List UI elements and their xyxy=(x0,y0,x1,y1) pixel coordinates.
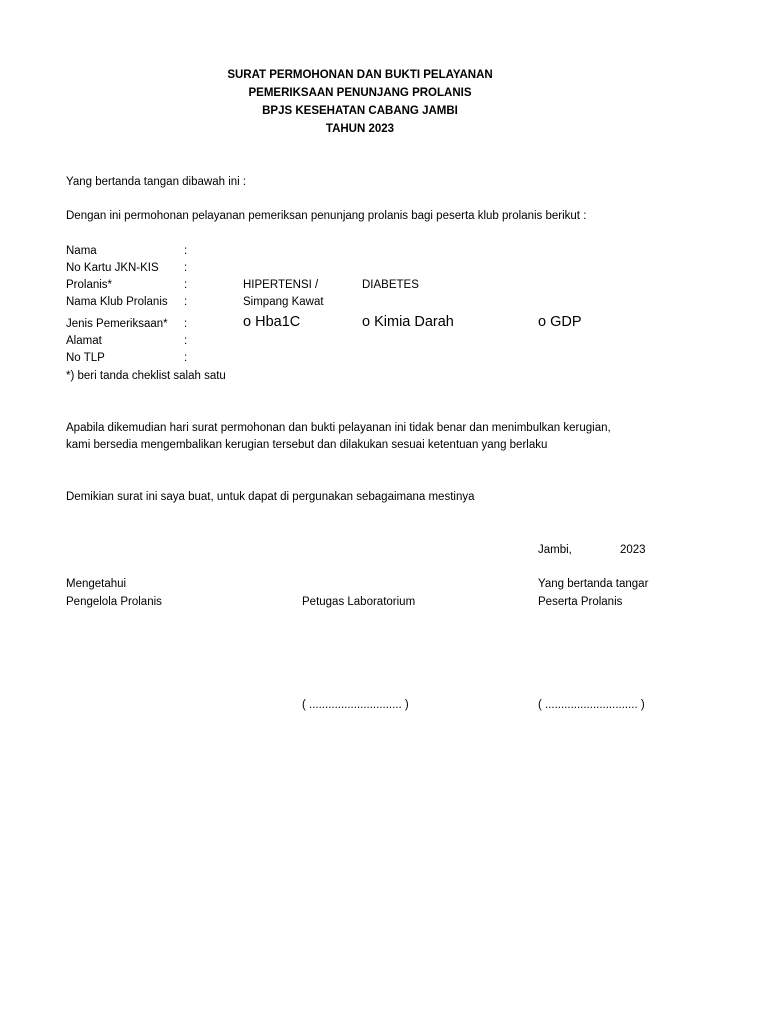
signature-left-line-2: Pengelola Prolanis xyxy=(66,596,162,608)
label-jenis-pemeriksaan: Jenis Pemeriksaan* xyxy=(66,318,168,330)
signature-right-line: ( ............................. ) xyxy=(538,699,645,711)
signature-place: Jambi, xyxy=(538,544,572,556)
label-alamat: Alamat xyxy=(66,335,102,347)
colon-no-kartu: : xyxy=(184,262,188,274)
signature-middle-line: ( ............................. ) xyxy=(302,699,409,711)
signature-middle-role: Petugas Laboratorium xyxy=(302,596,416,608)
label-no-kartu: No Kartu JKN-KIS xyxy=(66,262,159,274)
prolanis-option-hipertensi: HIPERTENSI / xyxy=(243,279,319,291)
colon-klub: : xyxy=(184,296,188,308)
colon-alamat: : xyxy=(184,335,188,347)
label-klub: Nama Klub Prolanis xyxy=(66,296,168,308)
statement-line-2: kami bersedia mengembalikan kerugian tersebut dan dilakukan sesuai ketentuan yang berlaku xyxy=(66,439,548,451)
signature-year: 2023 xyxy=(620,544,646,556)
closing-text: Demikian surat ini saya buat, untuk dapat di pergunakan sebagaimana mestinya xyxy=(66,491,475,503)
request-text: Dengan ini permohonan pelayanan pemeriksan penunjang prolanis bagi peserta klub prolanis berikut : xyxy=(66,210,587,222)
jenis-option-gdp: o GDP xyxy=(538,314,582,330)
jenis-option-hba1c: o Hba1C xyxy=(243,314,301,330)
klub-value: Simpang Kawat xyxy=(243,296,324,308)
signature-right-line-1: Yang bertanda tangar xyxy=(538,578,649,590)
jenis-option-kimia-darah: o Kimia Darah xyxy=(362,314,454,330)
signature-left-line-1: Mengetahui xyxy=(66,578,127,590)
colon-jenis: : xyxy=(184,318,188,330)
label-nama: Nama xyxy=(66,245,97,257)
colon-nama: : xyxy=(184,245,188,257)
label-prolanis: Prolanis* xyxy=(66,279,113,291)
signature-right-line-2: Peserta Prolanis xyxy=(538,596,623,608)
doc-title-line-3: BPJS KESEHATAN CABANG JAMBI xyxy=(262,105,458,117)
statement-line-1: Apabila dikemudian hari surat permohonan dan bukti pelayanan ini tidak benar dan menimbulkan kerugian, xyxy=(66,422,611,434)
doc-title-line-1: SURAT PERMOHONAN DAN BUKTI PELAYANAN xyxy=(227,69,493,81)
label-no-tlp: No TLP xyxy=(66,352,105,364)
doc-title-line-2: PEMERIKSAAN PENUNJANG PROLANIS xyxy=(248,87,472,99)
colon-no-tlp: : xyxy=(184,352,188,364)
prolanis-option-diabetes: DIABETES xyxy=(362,279,419,291)
colon-prolanis: : xyxy=(184,279,188,291)
checklist-note: *) beri tanda cheklist salah satu xyxy=(66,370,226,382)
doc-title-line-4: TAHUN 2023 xyxy=(325,123,395,135)
intro-text: Yang bertanda tangan dibawah ini : xyxy=(66,176,247,188)
